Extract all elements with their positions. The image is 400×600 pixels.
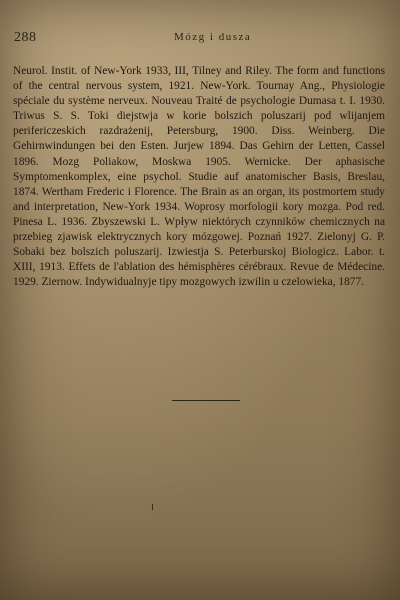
running-head: Mózg i dusza (174, 31, 252, 43)
bibliography-text: Neurol. Instit. of New-York 1933, III, Tilney and Riley. The form and functions of the central nervous system, 1921. New-York. Tournay Ang., Physiologie spéciale du système nerveux. Nouveau Traité de psychologie Dumasa t. I. 1930. Triwus S. S. Toki diejstwja w korie bolszich poluszarij pod wlijanjem perifericzeskich razdrażenij, Petersburg, 1900. Diss. Weinberg. Die Gehirnwindungen bei den Esten. Jurjew 1894. Das Gehirn der Letten, Cassel 1896. Mozg Poliakow, Moskwa 1905. Wernicke. Der aphasische Symptomenkomplex, eine psychol. Studie auf anatomischer Basis, Breslau, 1874. Wertham Frederic i Florence. The Brain as an organ, its postmortem study and interpretation, New-York 1934. Woprosy morfologii kory mozga. Pod red. Pinesa L. 1936. Zbyszewski L. Wpływ niektórych czynników chemicznych na przebieg zjawisk elektrycznych kory mózgowej. Poznań 1927. Zielonyj G. P. Sobaki bez bolszich poluszarij. Izwiestja S. Peterburskoj Biologicz. Labor. t. XIII, 1913. Effets de l'ablation des hémisphères cérébraux. Revue de Médecine. 1929. Ziernow. Indywidualnyje tipy mozgowych izwilin u czelowieka, 1877. (13, 65, 385, 289)
page-number: 288 (14, 30, 37, 45)
printer-mark (152, 504, 153, 510)
page-header (14, 30, 370, 50)
section-divider (172, 400, 240, 401)
